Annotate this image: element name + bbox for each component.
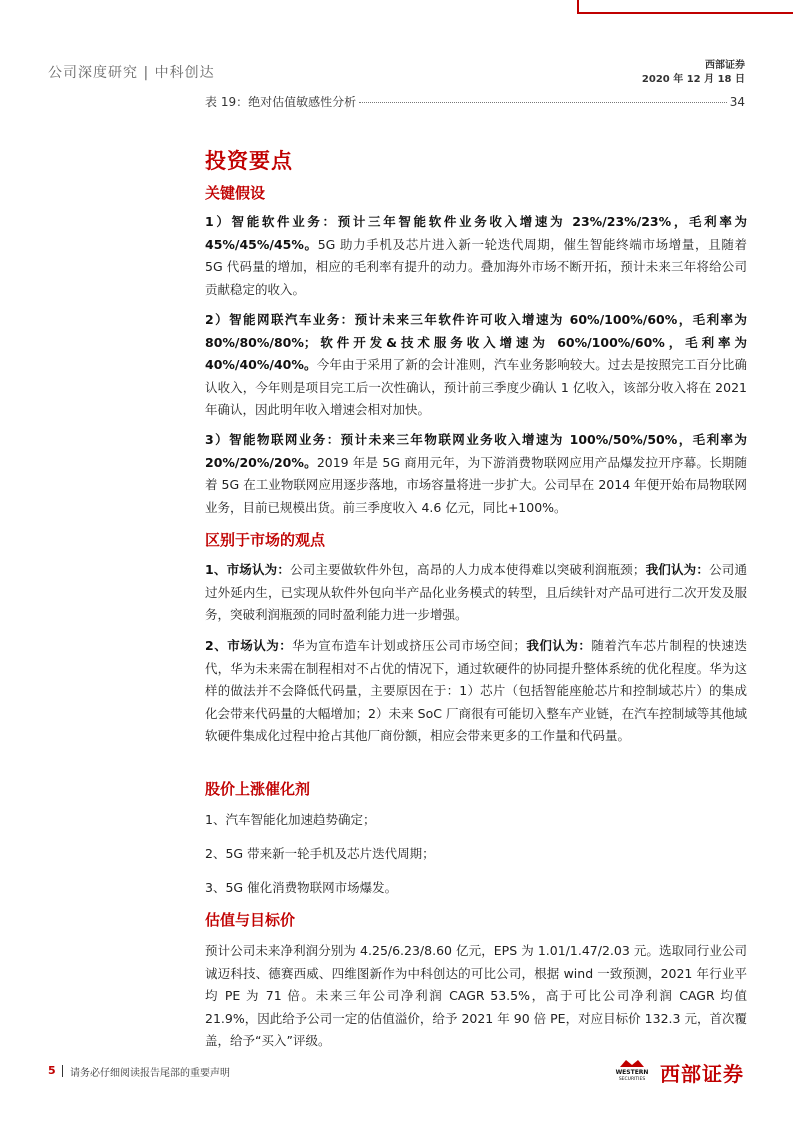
view-1-text1: 公司主要做软件外包，高昂的人力成本使得难以突破利润瓶颈； xyxy=(290,562,646,577)
view-2-lead: 2、市场认为： xyxy=(205,638,293,653)
assumption-2 xyxy=(205,309,747,422)
view-2-we: 我们认为： xyxy=(525,638,592,653)
catalyst-2: 2、5G 带来新一轮手机及芯片迭代周期； xyxy=(205,846,435,861)
view-1-lead: 1、市场认为： xyxy=(205,562,291,577)
assumption-3-body: 2019 年是 5G 商用元年，为下游消费物联网应用产品爆发拉开序幕。长期随着 5G 在工业物联网应用逐步落地，市场容量将进一步扩大。公司早在 2014 年便开始布局物联网业务，目前已规模出货。前三季度收入 4.6 亿元，同比+100%。 xyxy=(205,454,748,515)
footer-divider xyxy=(62,1065,63,1077)
header-date: 2020 年 12 月 18 日 xyxy=(641,74,745,85)
corner-decoration-horizontal xyxy=(577,12,793,14)
assumption-2-body: 今年由于采用了新的会计准则，汽车业务影响较大。过去是按照完工百分比确认收入，今年则是项目完工后一次性确认，预计前三季度少确认 1 亿收入，该部分收入将在 2021 年确认，因此明年收入增速会相对加快。 xyxy=(205,357,747,418)
view-2 xyxy=(205,635,747,748)
assumption-1-body: 5G 助力手机及芯片进入新一轮迭代周期，催生智能终端市场增量，且随着 5G 代码量的增加，相应的毛利率有提升的动力。叠加海外市场不断开拓，预计未来三年将给公司贡献稳定的收入。 xyxy=(205,236,747,297)
assumption-2-heading: 2）智能网联汽车业务：预计未来三年软件许可收入增速为 60%/100%/60%，毛利率为 80%/80%/80%；软件开发&技术服务收入增速为 60%/100%/60%，毛利率为 40%/40%/40%。 xyxy=(205,312,747,373)
toc-page: 34 xyxy=(729,95,745,109)
assumption-1 xyxy=(205,211,747,301)
section-catalysts: 股价上涨催化剂 xyxy=(205,780,311,798)
header-broker: 西部证券 xyxy=(705,60,745,71)
view-1 xyxy=(205,559,747,627)
assumption-3-heading: 3）智能物联网业务：预计未来三年物联网业务收入增速为 100%/50%/50%，毛利率为 20%/20%/20%。 xyxy=(205,432,747,470)
catalyst-1: 1、汽车智能化加速趋势确定； xyxy=(205,812,376,827)
footer-logo-name: 西部证券 xyxy=(660,1062,744,1086)
view-2-text1: 华为宣布造车计划或挤压公司市场空间； xyxy=(292,638,526,653)
catalyst-3: 3、5G 催化消费物联网市场爆发。 xyxy=(205,880,398,895)
view-1-we: 我们认为： xyxy=(645,562,710,577)
section-differ-views: 区别于市场的观点 xyxy=(205,531,326,549)
section-valuation: 估值与目标价 xyxy=(205,911,296,929)
view-1-text2: 公司通过外延内生，已实现从软件外包向半产品化业务模式的转型，且后续针对产品可进行二次开发及服务，突破利润瓶颈的同时盈利能力进一步增强。 xyxy=(205,562,747,623)
footer-disclaimer: 请务必仔细阅读报告尾部的重要声明 xyxy=(70,1068,230,1079)
assumption-1-heading: 1）智能软件业务：预计三年智能软件业务收入增速为 23%/23%/23%，毛利率为 45%/45%/45%。 xyxy=(205,214,747,252)
view-2-text2: 随着汽车芯片制程的快速迭代，华为未来需在制程相对不占优的情况下，通过软硬件的协同提升整体系统的优化程度。华为这样的做法并不会降低代码量，主要原因在于：1）芯片（包括智能座舱芯片和控制域芯片）的集成化会带来代码量的大幅增加；2）未来 SoC 厂商很有可能切入整车产业链，在汽车控制域等其他域软硬件集成化过程中抢占其他厂商份额，相应会带来更多的工作量和代码量。 xyxy=(205,638,747,744)
footer-page-number: 5 xyxy=(48,1064,56,1077)
section-key-assumptions: 关键假设 xyxy=(205,184,266,202)
valuation-paragraph: 预计公司未来净利润分别为 4.25/6.23/8.60 亿元，EPS 为 1.01/1.47/2.03 元。选取同行业公司诚迈科技、德赛西威、四维图新作为中科创达的可比公司，根据 wind 一致预测，2021 年行业平均 PE 为 71 倍。未来三年公司净利润 CAGR 53.5%，高于可比公司净利润 CAGR 均值 21.9%，因此给予公司一定的估值溢价，给予 2021 年 90 倍 PE，对应目标价 132.3 元，首次覆盖，给予“买入”评级。 xyxy=(205,943,747,1049)
toc-dot-leader xyxy=(359,102,727,103)
page-title: 投资要点 xyxy=(205,149,293,173)
assumption-3 xyxy=(205,429,747,519)
western-securities-logo-icon xyxy=(610,1056,654,1082)
logo-en-sub: SECURITIES xyxy=(618,1077,646,1082)
logo-en-name: WESTERN xyxy=(615,1069,649,1076)
header-report-type: 公司深度研究 | 中科创达 xyxy=(48,65,215,81)
toc-entry[interactable] xyxy=(205,93,745,110)
toc-label: 表 19：绝对估值敏感性分析 xyxy=(205,95,357,109)
